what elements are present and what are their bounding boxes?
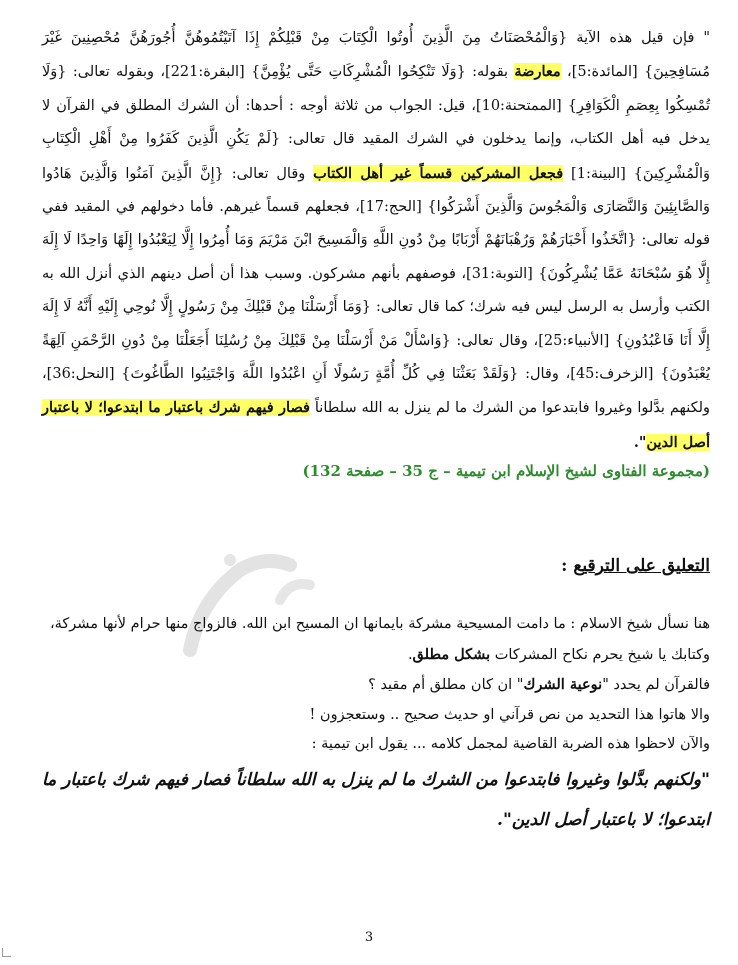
- final-quote: "ولكنهم بدَّلوا وغيروا فابتدعوا من الشرك ما لم ينزل به الله سلطاناً فصار فيهم شرك باعتبار ما ابتدعوا؛ لا باعتبار أصل الدين".: [42, 770, 710, 830]
- commentary-line: هنا نسأل شيخ الاسلام : ما دامت المسيحية مشركة بايمانها ان المسيح ابن الله. فالزواج منها حرام لأنها مشركة،: [49, 616, 710, 632]
- highlight-separate-category: فجعل المشركين قسماً غير أهل الكتاب: [313, 164, 564, 182]
- commentary-line: [42, 640, 710, 671]
- commentary-line-end: .: [407, 646, 413, 663]
- commentary-title-colon: :: [561, 556, 568, 576]
- commentary-line: والآن لاحظوا هذه الضربة القاضية لمجمل كلامه ... يقول ابن تيمية :: [311, 736, 710, 752]
- source-citation: (مجموعة الفتاوى لشيخ الإسلام ابن تيمية – ج 35 – صفحة 132): [302, 462, 710, 480]
- quote-paragraph: [42, 22, 710, 460]
- commentary-line: والا هاتوا هذا التحديد من نص قرآني او حديث صحيح .. وستعجزون !: [309, 706, 710, 723]
- quote-end: ".: [633, 433, 647, 451]
- quote-text-part-3: وقال تعالى: {إِنَّ الَّذِينَ آمَنُوا وَالَّذِينَ هَادُوا وَالصَّابِئِينَ وَالنَّصَارَى وَالْمَجُوسَ وَالَّذِينَ أَشْرَكُوا} [الحج:17]، فجعلهم قسماً غيرهم. فأما دخولهم في المقيد ففي قوله تعالى: {اتَّخَذُوا أَحْبَارَهُمْ وَرُهْبَانَهُمْ أَرْبَابًا مِنْ دُونِ اللَّهِ وَالْمَسِيحَ ابْنَ مَرْيَمَ وَمَا أُمِرُوا إِلَّا لِيَعْبُدُوا إِلَهًا وَاحِدًا لَا إِلَهَ إِلَّا هُوَ سُبْحَانَهُ عَمَّا يُشْرِكُونَ} [التوبة:31]، فوصفهم بأنهم مشركون. وسبب هذا أن أصل دينهم الذي أنزل الله به الكتب وأرسل به الرسل ليس فيه شرك؛ كما قال تعالى: {وَمَا أَرْسَلْنَا مِنْ قَبْلِكَ مِنْ رَسُولٍ إِلَّا نُوحِي إِلَيْهِ أَنَّهُ لَا إِلَهَ إِلَّا أَنَا فَاعْبُدُونِ} [الأنبياء:25]، وقال تعالى: {وَاسْأَلْ مَنْ أَرْسَلْنَا مِنْ قَبْلِكَ مِنْ رُسُلِنَا أَجَعَلْنَا مِنْ دُونِ الرَّحْمَنِ آلِهَةً يُعْبَدُونَ} [الزخرف:45]، وقال: {وَلَقَدْ بَعَثْنَا فِي كُلِّ أُمَّةٍ رَسُولًا أَنِ اعْبُدُوا اللَّهَ وَاجْتَنِبُوا الطَّاغُوتَ} [النحل:36]، ولكنهم بدَّلوا وغيروا فابتدعوا من الشرك ما لم ينزل به الله سلطاناً: [42, 165, 711, 417]
- ibn-taymiyyah-quote: [42, 22, 710, 460]
- page-number: 3: [364, 930, 374, 945]
- page-corner-mark: [2, 948, 11, 957]
- commentary-body: [42, 610, 710, 760]
- bold-absolutely: بشكل مطلق: [412, 645, 491, 663]
- commentary-line-end: " ان كان مطلق أم مقيد ؟: [368, 677, 524, 693]
- highlight-conclusion: فصار فيهم شرك باعتبار ما ابتدعوا؛ لا باعتبار أصل الدين: [42, 399, 710, 451]
- commentary-line-text: فالقرآن لم يحدد ": [602, 677, 710, 693]
- quote-text-part-2: بقوله: {وَلَا تَنْكِحُوا الْمُشْرِكَاتِ حَتَّى يُؤْمِنَّ} [البقرة:221]، وبقوله تعالى: {وَلَا تُمْسِكُوا بِعِصَمِ الْكَوَافِرِ} [الممتحنة:10]، قيل: الجواب من ثلاثة أوجه : أحدها: أن الشرك المطلق في القرآن لا يدخل فيه أهل الكتاب، وإنما يدخلون في الشرك المقيد قال تعالى: {لَمْ يَكُنِ الَّذِينَ كَفَرُوا مِنْ أَهْلِ الْكِتَابِ وَالْمُشْرِكِينَ} [البينة:1]: [42, 64, 711, 182]
- commentary-title-text: التعليق على الترقيع: [573, 556, 710, 576]
- bold-type-of-shirk: نوعية الشرك: [523, 676, 603, 693]
- commentary-line: [42, 670, 710, 701]
- quote-text-part-1: " فإن قيل هذه الآية {وَالْمُحْصَنَاتُ مِنَ الَّذِينَ أُوتُوا الْكِتَابَ مِنْ قَبْلِكُمْ إِذَا آتَيْتُمُوهُنَّ أُجُورَهُنَّ مُحْصِنِينَ غَيْرَ مُسَافِحِينَ} [المائدة:5]،: [42, 30, 710, 81]
- commentary-heading: [42, 556, 710, 576]
- highlight-contradiction: معارضة: [514, 63, 561, 81]
- commentary-line-text: وكتابك يا شيخ يحرم نكاح المشركات: [494, 646, 710, 663]
